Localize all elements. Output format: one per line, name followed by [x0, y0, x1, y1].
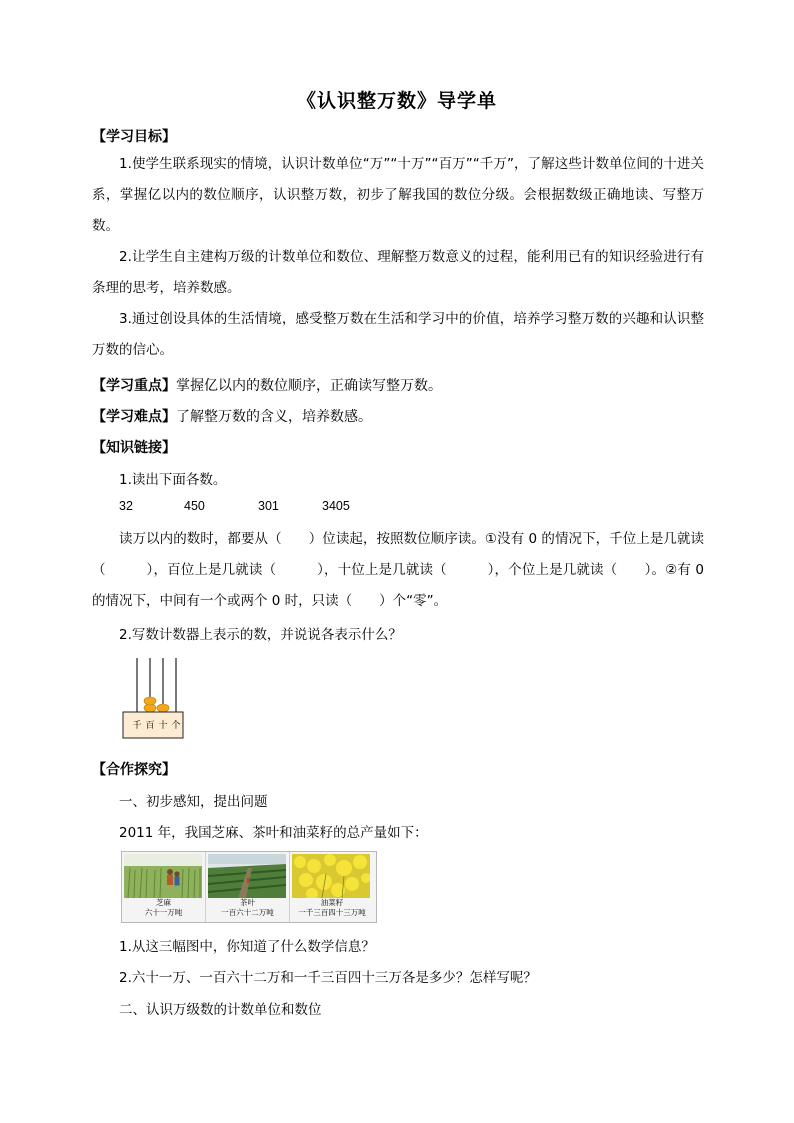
abacus-label-tens: 十: [158, 721, 168, 731]
page-title: 《认识整万数》导学单: [296, 90, 497, 112]
explore-part-2: 二、认识万级数的计数单位和数位: [119, 1002, 322, 1018]
explore-question-1: 1.从这三幅图中，你知道了什么数学信息？: [119, 939, 375, 955]
goal-item-3: 3.通过创设具体的生活情境，感受整万数在生活和学习中的价值，培养学习整万数的兴趣和认识整万数的信心。: [92, 311, 704, 358]
number-3: 301: [258, 499, 279, 513]
tea-name: 茶叶: [240, 898, 255, 907]
number-1: 32: [119, 499, 133, 513]
abacus-label-thousands: 千: [132, 721, 142, 731]
explore-intro: 2011 年，我国芝麻、茶叶和油菜籽的总产量如下：: [119, 825, 428, 841]
key-point: [92, 375, 442, 395]
tea-amount: 一百六十二万吨: [221, 908, 274, 917]
key-text: 掌握亿以内的数位顺序，正确读写整万数。: [176, 378, 442, 394]
links-question-2: 2.写数计数器上表示的数，并说说各表示什么？: [119, 627, 402, 643]
reading-rule: 读万以内的数时，都要从（ ）位读起，按照数位顺序读。①没有 0 的情况下，千位上是几就读（ ），百位上是几就读（ ），十位上是几就读（ ），个位上是几就读（ ）。②有 0 的情况下，中间有一个或两个 0 时，只读（ ）个“零”。: [92, 531, 704, 609]
difficulty-heading: 【学习难点】: [92, 409, 176, 425]
explore-question-2: 2.六十一万、一百六十二万和一千三百四十三万各是多少？怎样写呢？: [119, 970, 537, 986]
explore-heading: 【合作探究】: [92, 762, 176, 778]
explore-part-1: 一、初步感知，提出问题: [119, 794, 268, 810]
abacus-label-hundreds: 百: [145, 721, 155, 731]
abacus-graphic: [121, 656, 185, 740]
goal-item-1: 1.使学生联系现实的情境，认识计数单位“万”“十万”“百万”“千万”，了解这些计数单位间的十进关系，掌握亿以内的数位顺序，认识整万数，初步了解我国的数位分级。会根据数级正确地读、写整万数。: [92, 156, 704, 234]
number-4: 3405: [322, 499, 350, 513]
sesame-amount: 六十一万吨: [144, 908, 183, 917]
rapeseed-flower-photo: [292, 854, 370, 898]
links-question-1: 1.读出下面各数。: [119, 472, 227, 488]
rapeseed-amount: 一千三百四十三万吨: [298, 908, 366, 917]
bead-tens-1: [157, 704, 169, 712]
tea-photo-card: [206, 852, 290, 922]
tea-field-photo: [208, 854, 286, 898]
rapeseed-photo-card: [290, 852, 374, 922]
goals-heading: 【学习目标】: [92, 129, 176, 145]
bead-hundreds-2: [144, 697, 156, 705]
sesame-field-photo: [124, 854, 202, 898]
links-heading: 【知识链接】: [92, 440, 176, 456]
goal-item-2: 2.让学生自主建构万级的计数单位和数位、理解整万数意义的过程，能利用已有的知识经验进行有条理的思考，培养数感。: [92, 249, 704, 296]
difficulty-text: 了解整万数的含义，培养数感。: [176, 409, 372, 425]
sesame-photo-card: [122, 852, 206, 922]
crop-photo-strip: [121, 851, 377, 923]
key-heading: 【学习重点】: [92, 378, 176, 394]
abacus-label-ones: 个: [171, 721, 181, 731]
sesame-name: 芝麻: [156, 898, 171, 907]
difficulty-point: [92, 406, 372, 426]
number-2: 450: [184, 499, 205, 513]
counting-abacus: [121, 656, 185, 740]
rapeseed-name: 油菜籽: [320, 898, 344, 907]
